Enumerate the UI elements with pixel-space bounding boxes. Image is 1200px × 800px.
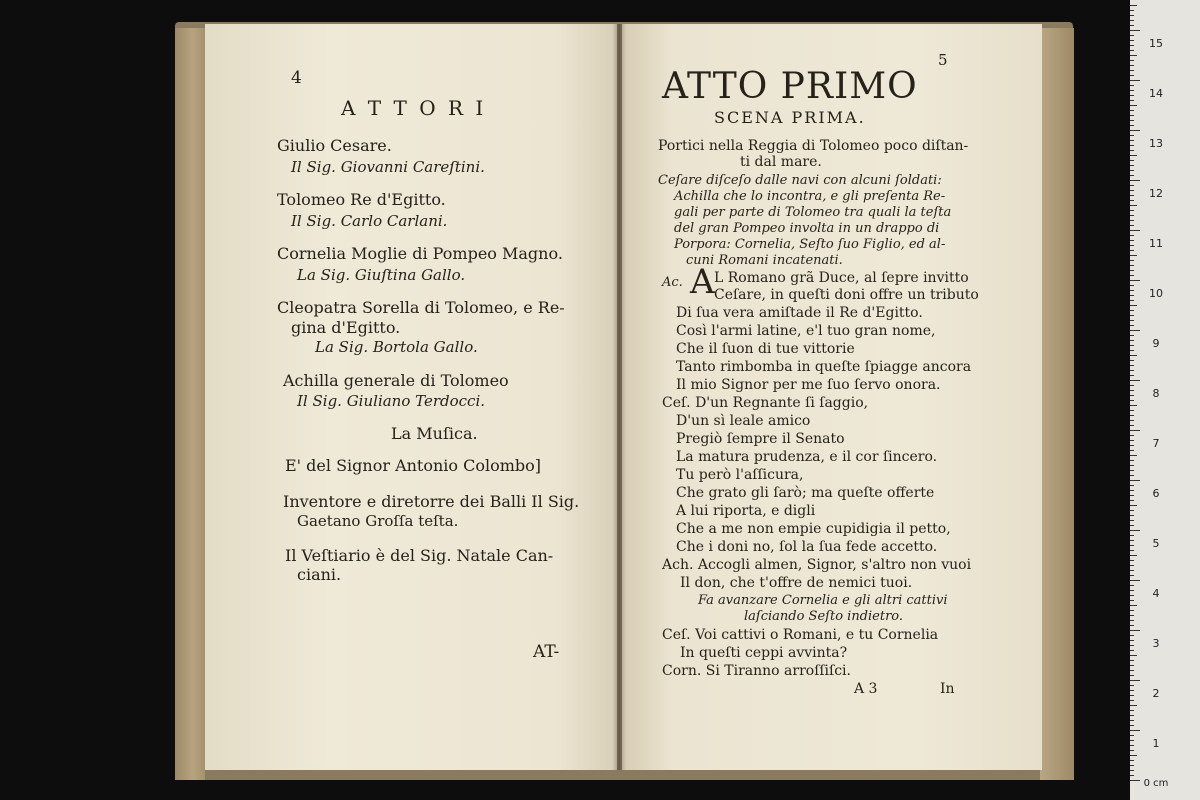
- ruler-tick: [1130, 560, 1134, 561]
- ruler-tick: [1130, 110, 1134, 111]
- ruler-tick: [1130, 570, 1134, 571]
- text-line: Achilla che lo incontra, e gli preſenta Re-: [674, 189, 946, 204]
- ruler-tick: [1130, 235, 1134, 236]
- ruler-tick: [1130, 145, 1134, 146]
- ruler-tick: [1130, 575, 1134, 576]
- text-line: Pregiò ſempre il Senato: [676, 431, 845, 447]
- ruler-number: 2: [1152, 687, 1160, 700]
- ruler-tick: [1130, 535, 1134, 536]
- ruler-tick: [1130, 200, 1134, 201]
- right-page: [622, 24, 1042, 770]
- ruler-tick: [1130, 620, 1134, 621]
- ruler-tick: [1130, 325, 1134, 326]
- ruler-tick: [1130, 545, 1134, 546]
- ruler-tick: [1130, 435, 1134, 436]
- ruler-tick: [1130, 655, 1137, 656]
- ruler-tick: [1130, 755, 1137, 756]
- ruler-tick: [1130, 105, 1137, 106]
- ruler-tick: [1130, 405, 1137, 406]
- ruler-tick: [1130, 495, 1134, 496]
- ruler-tick: [1130, 315, 1134, 316]
- text-line: Tolomeo Re d'Egitto.: [277, 190, 446, 209]
- ruler-tick: [1130, 295, 1134, 296]
- heading-attori: A T T O R I: [341, 96, 487, 120]
- ruler-tick: [1130, 205, 1137, 206]
- ruler-tick: [1130, 700, 1134, 701]
- ruler-tick: [1130, 125, 1134, 126]
- text-line: In queſti ceppi avvinta?: [680, 645, 848, 661]
- text-line: Ceſ. Voi cattivi o Romani, e tu Cornelia: [662, 627, 939, 643]
- catchword: AT-: [533, 642, 560, 662]
- ruler-tick: [1130, 340, 1134, 341]
- ruler-tick: [1130, 510, 1134, 511]
- ruler-tick: [1130, 350, 1134, 351]
- ruler-tick: [1130, 195, 1134, 196]
- ruler-tick: [1130, 135, 1134, 136]
- ruler-tick: [1130, 580, 1140, 581]
- ruler-tick: [1130, 600, 1134, 601]
- ruler-tick: [1130, 705, 1137, 706]
- ruler-tick: [1130, 85, 1134, 86]
- text-line: Inventore e diretorre dei Balli Il Sig.: [283, 492, 580, 511]
- text-line: Il mio Signor per me ſuo ſervo onora.: [676, 377, 941, 393]
- ruler-tick: [1130, 715, 1134, 716]
- measuring-ruler: [1130, 0, 1200, 800]
- text-line: cuni Romani incatenati.: [686, 253, 843, 268]
- ruler-number: 8: [1152, 387, 1160, 400]
- ruler-tick: [1130, 250, 1134, 251]
- ruler-tick: [1130, 140, 1134, 141]
- drop-cap: A: [690, 262, 715, 302]
- ruler-tick: [1130, 485, 1134, 486]
- ruler-tick: [1130, 665, 1134, 666]
- title-atto-primo: ATTO PRIMO: [662, 66, 918, 107]
- text-line: gali per parte di Tolomeo tra quali la teſta: [674, 205, 952, 220]
- ruler-tick: [1130, 475, 1134, 476]
- stage-direction: Fa avanzare Cornelia e gli altri cattivi: [698, 593, 948, 608]
- ruler-tick: [1130, 270, 1134, 271]
- ruler-tick: [1130, 60, 1134, 61]
- ruler-number: 4: [1152, 587, 1160, 600]
- page-number: 4: [291, 68, 302, 88]
- ruler-tick: [1130, 540, 1134, 541]
- ruler-tick: [1130, 170, 1134, 171]
- ruler-tick: [1130, 320, 1134, 321]
- ruler-tick: [1130, 15, 1134, 16]
- ruler-number: 1: [1152, 737, 1160, 750]
- ruler-tick: [1130, 720, 1134, 721]
- ruler-tick: [1130, 770, 1134, 771]
- ruler-tick: [1130, 530, 1140, 531]
- ruler-tick: [1130, 160, 1134, 161]
- ruler-tick: [1130, 265, 1134, 266]
- ruler-tick: [1130, 120, 1134, 121]
- text-line: Tanto rimbomba in queſte ſpiagge ancora: [676, 359, 972, 375]
- ruler-tick: [1130, 765, 1134, 766]
- ruler-tick: [1130, 230, 1140, 231]
- text-line: La matura prudenza, e il cor ſincero.: [676, 449, 938, 465]
- text-line: Giulio Cesare.: [277, 136, 392, 155]
- ruler-number: 3: [1152, 637, 1160, 650]
- ruler-tick: [1130, 420, 1134, 421]
- text-line: La Sig. Bortola Gallo.: [315, 338, 478, 356]
- text-line: Ceſ. D'un Regnante ſi ſaggio,: [662, 395, 869, 411]
- ruler-tick: [1130, 70, 1134, 71]
- book-edge-left: [175, 28, 205, 780]
- text-line: gina d'Egitto.: [291, 318, 401, 337]
- ruler-tick: [1130, 735, 1134, 736]
- ruler-tick: [1130, 375, 1134, 376]
- ruler-tick: [1130, 155, 1137, 156]
- ruler-number: 14: [1149, 87, 1163, 100]
- ruler-tick: [1130, 50, 1134, 51]
- ruler-tick: [1130, 90, 1134, 91]
- speaker-label: Ac.: [662, 275, 683, 290]
- ruler-tick: [1130, 55, 1137, 56]
- page-gutter: [612, 24, 626, 770]
- ruler-tick: [1130, 400, 1134, 401]
- ruler-number: 7: [1152, 437, 1160, 450]
- ruler-tick: [1130, 625, 1134, 626]
- ruler-tick: [1130, 260, 1134, 261]
- ruler-number: 13: [1149, 137, 1163, 150]
- ruler-tick: [1130, 40, 1134, 41]
- ruler-tick: [1130, 750, 1134, 751]
- ruler-tick: [1130, 565, 1134, 566]
- ruler-tick: [1130, 255, 1137, 256]
- text-line: Il don, che t'offre de nemici tuoi.: [680, 575, 913, 591]
- ruler-tick: [1130, 175, 1134, 176]
- ruler-tick: [1130, 730, 1140, 731]
- ruler-tick: [1130, 480, 1140, 481]
- left-page: [205, 24, 617, 770]
- ruler-tick: [1130, 550, 1134, 551]
- ruler-number: 12: [1149, 187, 1163, 200]
- catchword: In: [940, 681, 955, 697]
- ruler-tick: [1130, 310, 1134, 311]
- ruler-tick: [1130, 380, 1140, 381]
- ruler-tick: [1130, 605, 1137, 606]
- text-line: Ceſare, in queſti doni offre un tributo: [714, 287, 979, 303]
- ruler-unit: 0 cm: [1143, 778, 1169, 789]
- text-line: Il Sig. Giuliano Terdocci.: [297, 392, 486, 410]
- text-line: del gran Pompeo involta in un drappo di: [674, 221, 940, 236]
- ruler-tick: [1130, 690, 1134, 691]
- ruler-tick: [1130, 370, 1134, 371]
- ruler-tick: [1130, 220, 1134, 221]
- ruler-number: 11: [1149, 237, 1163, 250]
- ruler-tick: [1130, 390, 1134, 391]
- ruler-tick: [1130, 515, 1134, 516]
- text-line: Corn. Si Tiranno arroſſiſci.: [662, 663, 851, 679]
- ruler-tick: [1130, 680, 1140, 681]
- text-line: A lui riporta, e digli: [676, 503, 816, 519]
- ruler-tick: [1130, 335, 1134, 336]
- ruler-tick: [1130, 520, 1134, 521]
- text-line: Gaetano Groſſa teſta.: [297, 512, 459, 530]
- text-line: La Sig. Giuſtina Gallo.: [297, 266, 466, 284]
- ruler-tick: [1130, 150, 1134, 151]
- book-edge-right: [1040, 28, 1074, 780]
- ruler-tick: [1130, 685, 1134, 686]
- ruler-tick: [1130, 190, 1134, 191]
- ruler-tick: [1130, 300, 1134, 301]
- text-line: ti dal mare.: [740, 154, 822, 170]
- ruler-tick: [1130, 385, 1134, 386]
- ruler-tick: [1130, 745, 1134, 746]
- text-line: Portici nella Reggia di Tolomeo poco diſtan-: [658, 138, 969, 154]
- ruler-tick: [1130, 695, 1134, 696]
- ruler-tick: [1130, 585, 1134, 586]
- ruler-tick: [1130, 590, 1134, 591]
- signature-mark: A 3: [854, 681, 878, 697]
- ruler-tick: [1130, 30, 1140, 31]
- ruler-tick: [1130, 180, 1140, 181]
- ruler-tick: [1130, 355, 1137, 356]
- ruler-tick: [1130, 245, 1134, 246]
- ruler-tick: [1130, 275, 1134, 276]
- ruler-number: 9: [1152, 337, 1160, 350]
- ruler-tick: [1130, 285, 1134, 286]
- stage-direction: laſciando Seſto indietro.: [744, 609, 904, 624]
- text-line: La Muſica.: [391, 424, 478, 443]
- ruler-tick: [1130, 425, 1134, 426]
- ruler-tick: [1130, 640, 1134, 641]
- text-line: Di ſua vera amiſtade il Re d'Egitto.: [676, 305, 923, 321]
- ruler-tick: [1130, 430, 1140, 431]
- ruler-tick: [1130, 240, 1134, 241]
- ruler-tick: [1130, 100, 1134, 101]
- ruler-tick: [1130, 610, 1134, 611]
- ruler-tick: [1130, 445, 1134, 446]
- ruler-tick: [1130, 780, 1140, 781]
- ruler-tick: [1130, 630, 1140, 631]
- ruler-tick: [1130, 595, 1134, 596]
- ruler-tick: [1130, 615, 1134, 616]
- ruler-tick: [1130, 460, 1134, 461]
- ruler-tick: [1130, 10, 1134, 11]
- text-line: Il Sig. Giovanni Careſtini.: [291, 158, 485, 176]
- text-line: ciani.: [297, 565, 342, 584]
- ruler-tick: [1130, 490, 1134, 491]
- ruler-tick: [1130, 470, 1134, 471]
- ruler-tick: [1130, 345, 1134, 346]
- text-line: Il Sig. Carlo Carlani.: [291, 212, 448, 230]
- text-line: Che i doni no, ſol la ſua fede accetto.: [676, 539, 938, 555]
- ruler-tick: [1130, 645, 1134, 646]
- ruler-tick: [1130, 185, 1134, 186]
- text-line: Ceſare diſceſo dalle navi con alcuni ſoldati:: [658, 173, 942, 188]
- text-line: Cornelia Moglie di Pompeo Magno.: [277, 244, 563, 263]
- ruler-tick: [1130, 25, 1134, 26]
- ruler-tick: [1130, 115, 1134, 116]
- ruler-tick: [1130, 710, 1134, 711]
- ruler-tick: [1130, 215, 1134, 216]
- ruler-tick: [1130, 225, 1134, 226]
- ruler-tick: [1130, 660, 1134, 661]
- ruler-number: 6: [1152, 487, 1160, 500]
- ruler-tick: [1130, 65, 1134, 66]
- ruler-tick: [1130, 525, 1134, 526]
- text-line: L Romano grã Duce, al ſepre invitto: [714, 270, 969, 286]
- ruler-tick: [1130, 45, 1134, 46]
- text-line: Ach. Accogli almen, Signor, s'altro non vuoi: [662, 557, 972, 573]
- ruler-tick: [1130, 635, 1134, 636]
- ruler-tick: [1130, 455, 1137, 456]
- ruler-tick: [1130, 465, 1134, 466]
- ruler-tick: [1130, 165, 1134, 166]
- ruler-tick: [1130, 740, 1134, 741]
- ruler-tick: [1130, 130, 1140, 131]
- ruler-tick: [1130, 500, 1134, 501]
- text-line: Che a me non empie cupidigia il petto,: [676, 521, 951, 537]
- ruler-tick: [1130, 505, 1137, 506]
- ruler-tick: [1130, 650, 1134, 651]
- ruler-tick: [1130, 75, 1134, 76]
- text-line: E' del Signor Antonio Colombo]: [285, 456, 542, 475]
- ruler-tick: [1130, 450, 1134, 451]
- ruler-tick: [1130, 5, 1137, 6]
- text-line: Il Veſtiario è del Sig. Natale Can-: [285, 546, 554, 565]
- ruler-number: 10: [1149, 287, 1163, 300]
- ruler-tick: [1130, 760, 1134, 761]
- ruler-tick: [1130, 395, 1134, 396]
- ruler-tick: [1130, 80, 1140, 81]
- ruler-tick: [1130, 280, 1140, 281]
- ruler-number: 5: [1152, 537, 1160, 550]
- text-line: Porpora: Cornelia, Seſto ſuo Figlio, ed al-: [674, 237, 946, 252]
- ruler-number: 15: [1149, 37, 1163, 50]
- ruler-tick: [1130, 670, 1134, 671]
- ruler-tick: [1130, 305, 1137, 306]
- ruler-tick: [1130, 95, 1134, 96]
- ruler-tick: [1130, 725, 1134, 726]
- text-line: Cleopatra Sorella di Tolomeo, e Re-: [277, 298, 565, 317]
- ruler-tick: [1130, 210, 1134, 211]
- ruler-tick: [1130, 290, 1134, 291]
- page-number: 5: [938, 51, 948, 69]
- ruler-tick: [1130, 20, 1134, 21]
- text-line: Tu però l'aſſicura,: [676, 467, 804, 483]
- ruler-tick: [1130, 410, 1134, 411]
- text-line: Che grato gli ſarò; ma queſte offerte: [676, 485, 935, 501]
- ruler-tick: [1130, 415, 1134, 416]
- text-line: Che il ſuon di tue vittorie: [676, 341, 855, 357]
- text-line: D'un sì leale amico: [676, 413, 811, 429]
- subtitle-scena-prima: SCENA PRIMA.: [714, 108, 866, 127]
- text-line: Achilla generale di Tolomeo: [283, 371, 509, 390]
- ruler-tick: [1130, 360, 1134, 361]
- ruler-tick: [1130, 555, 1137, 556]
- text-line: Così l'armi latine, e'l tuo gran nome,: [676, 323, 936, 339]
- ruler-tick: [1130, 35, 1134, 36]
- ruler-tick: [1130, 330, 1140, 331]
- ruler-tick: [1130, 775, 1134, 776]
- ruler-tick: [1130, 365, 1134, 366]
- ruler-tick: [1130, 675, 1134, 676]
- ruler-tick: [1130, 440, 1134, 441]
